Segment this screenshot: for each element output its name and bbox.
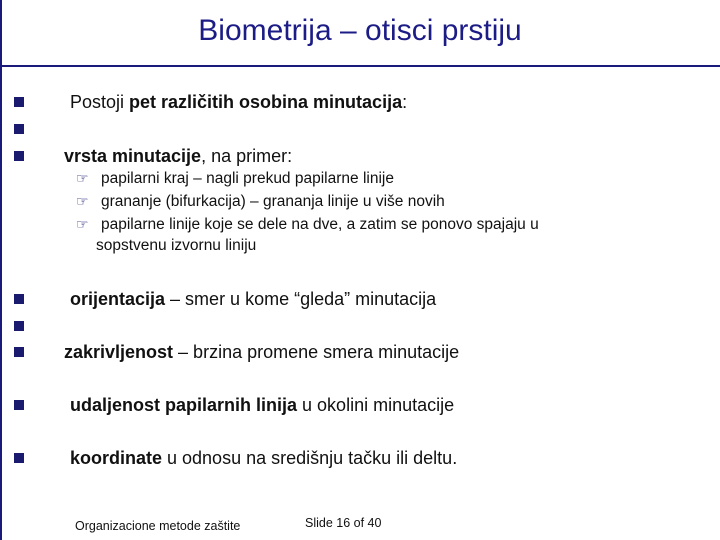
bullet-text: Postoji pet različitih osobina minutacija: (70, 92, 408, 112)
bullet-text: udaljenost papilarnih linija u okolini minutacije (70, 395, 455, 415)
slide-title: Biometrija – otisci prstiju (198, 14, 522, 47)
title-divider (0, 65, 720, 67)
pointing-hand-icon: ☞ (76, 170, 89, 186)
bullet-text: zakrivljenost – brzina promene smera minutacije (64, 342, 460, 362)
sub-item: grananje (bifurkacija) – grananja linije u više novih (101, 193, 445, 210)
square-bullet-icon (14, 151, 24, 161)
bullet-text: vrsta minutacije, na primer: (64, 146, 293, 166)
square-bullet-icon (14, 294, 24, 304)
square-bullet-icon (14, 453, 24, 463)
footer-course-name: Organizacione metode zaštite (75, 519, 241, 533)
slide-left-border (0, 0, 2, 540)
square-bullet-icon (14, 97, 24, 107)
footer-slide-number: Slide 16 of 40 (305, 516, 382, 530)
bullet-text: koordinate u odnosu na središnju tačku ili deltu. (70, 448, 458, 468)
pointing-hand-icon: ☞ (76, 216, 89, 232)
pointing-hand-icon: ☞ (76, 193, 89, 209)
square-bullet-icon (14, 124, 24, 134)
square-bullet-icon (14, 347, 24, 357)
square-bullet-icon (14, 321, 24, 331)
bullet-text: orijentacija – smer u kome “gleda” minutacija (70, 289, 437, 309)
sub-item-continuation: sopstvenu izvornu liniju (96, 237, 257, 254)
square-bullet-icon (14, 400, 24, 410)
sub-item: papilarni kraj – nagli prekud papilarne linije (101, 170, 394, 187)
sub-item: papilarne linije koje se dele na dve, a zatim se ponovo spajaju u (101, 216, 539, 233)
